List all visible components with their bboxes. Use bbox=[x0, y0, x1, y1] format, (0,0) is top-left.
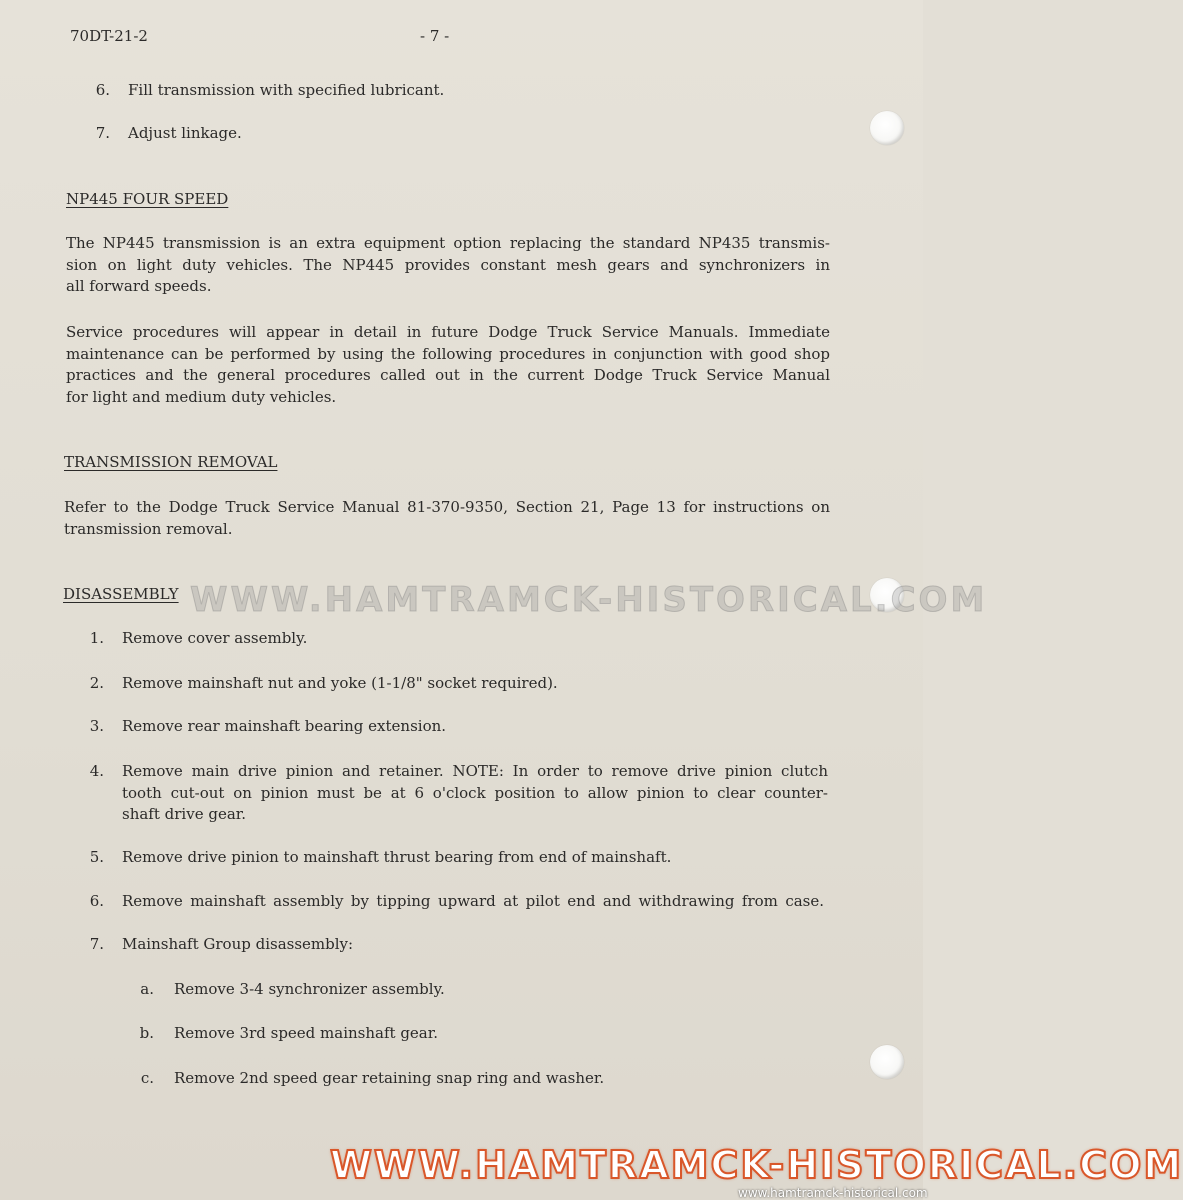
section-heading-disassembly: DISASSEMBLY bbox=[63, 585, 179, 603]
text-line: practices and the general procedures called out in the current Dodge Truck Service Manual bbox=[66, 366, 830, 384]
watermark-bottom: WWW.HAMTRAMCK-HISTORICAL.COM bbox=[330, 1143, 1183, 1187]
text-line: Remove main drive pinion and retainer. NOTE: In order to remove drive pinion clutch bbox=[122, 762, 828, 780]
section-heading-removal: TRANSMISSION REMOVAL bbox=[64, 453, 278, 471]
removal-paragraph bbox=[64, 497, 830, 540]
text-line: Refer to the Dodge Truck Service Manual 81-370-9350, Section 21, Page 13 for instructions on bbox=[64, 498, 830, 516]
step-text: Adjust linkage. bbox=[128, 124, 242, 142]
watermark-text: WWW.HAMTRAMCK-HISTORICAL.COM bbox=[190, 580, 988, 620]
step-number: 7. bbox=[95, 124, 110, 142]
step-number: 3. bbox=[89, 717, 104, 735]
text-line: transmission removal. bbox=[64, 519, 233, 538]
watermark-url: www.hamtramck-historical.com bbox=[738, 1186, 928, 1200]
step-number: 2. bbox=[89, 674, 104, 692]
substep-letter: c. bbox=[140, 1069, 154, 1087]
np445-paragraph-1 bbox=[66, 233, 830, 298]
document-id: 70DT-21-2 bbox=[70, 27, 148, 45]
substep-letter: a. bbox=[140, 980, 154, 998]
step-number: 6. bbox=[89, 892, 104, 910]
text-line: maintenance can be performed by using the following procedures in conjunction with good shop bbox=[66, 344, 830, 363]
text-line: shaft drive gear. bbox=[122, 805, 247, 823]
text-line: all forward speeds. bbox=[66, 277, 212, 295]
step-number: 6. bbox=[95, 81, 110, 99]
step-text: Mainshaft Group disassembly: bbox=[122, 935, 354, 953]
np445-paragraph-2 bbox=[66, 322, 830, 408]
step-text bbox=[122, 891, 824, 913]
section-heading-np445: NP445 FOUR SPEED bbox=[66, 190, 229, 208]
substep-letter: b. bbox=[139, 1024, 154, 1042]
step-number: 4. bbox=[89, 762, 104, 780]
substep-text: Remove 3rd speed mainshaft gear. bbox=[174, 1024, 439, 1042]
binder-hole bbox=[870, 111, 904, 145]
text-line: The NP445 transmission is an extra equipment option replacing the standard NP435 transmis- bbox=[66, 234, 830, 252]
binder-hole bbox=[870, 1045, 904, 1079]
text-line: for light and medium duty vehicles. bbox=[66, 387, 337, 406]
step-number: 5. bbox=[89, 848, 104, 866]
page-number: - 7 - bbox=[420, 27, 450, 45]
step-text: Remove rear mainshaft bearing extension. bbox=[122, 717, 447, 735]
step-number: 1. bbox=[89, 629, 104, 647]
step-text: Remove mainshaft nut and yoke (1-1/8" socket required). bbox=[122, 674, 558, 692]
text-line: tooth cut-out on pinion must be at 6 o'clock position to allow pinion to clear counter- bbox=[122, 783, 828, 802]
text-line: Remove mainshaft assembly by tipping upward at pilot end and withdrawing from case. bbox=[122, 892, 824, 910]
step-text: Fill transmission with specified lubricant. bbox=[128, 81, 445, 99]
text-line: Service procedures will appear in detail in future Dodge Truck Service Manuals. Immediate bbox=[66, 323, 830, 341]
step-text: Remove cover assembly. bbox=[122, 629, 308, 647]
step-text: Remove drive pinion to mainshaft thrust bearing from end of mainshaft. bbox=[122, 848, 672, 866]
substep-text: Remove 2nd speed gear retaining snap ring and washer. bbox=[174, 1069, 605, 1087]
text-line: sion on light duty vehicles. The NP445 provides constant mesh gears and synchronizers in bbox=[66, 255, 830, 274]
step-number: 7. bbox=[89, 935, 104, 953]
substep-text: Remove 3-4 synchronizer assembly. bbox=[174, 980, 445, 998]
step-text bbox=[122, 761, 828, 826]
